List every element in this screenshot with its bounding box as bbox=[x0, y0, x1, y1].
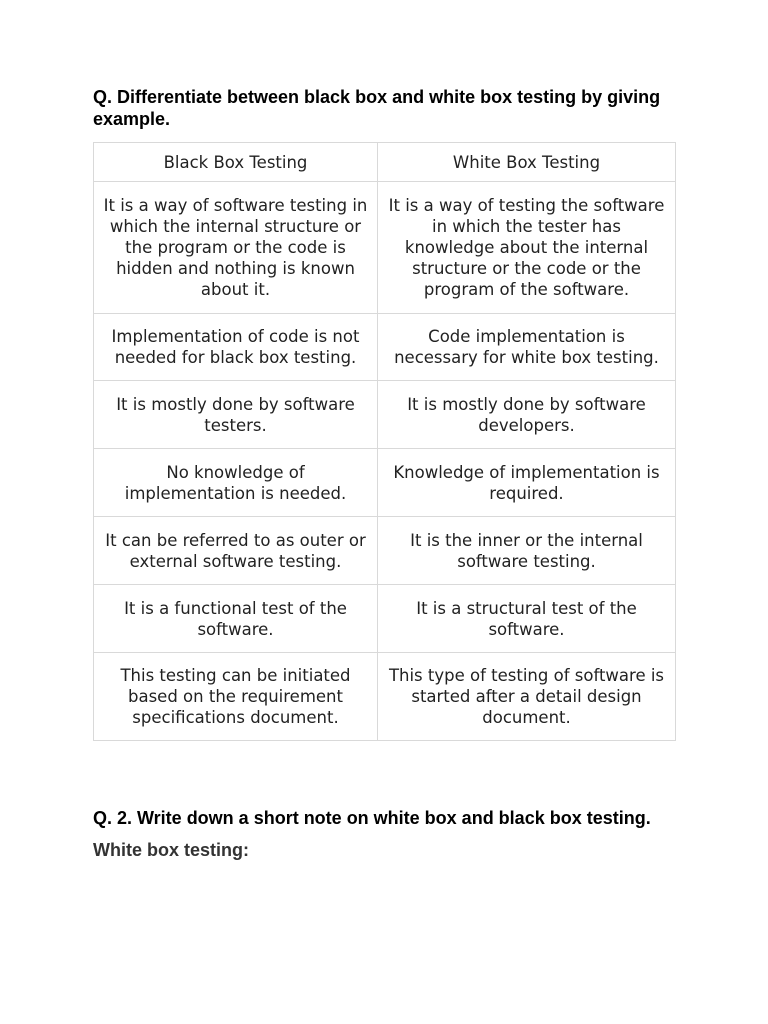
question-1-title: Q. Differentiate between black box and white box testing by giving example. bbox=[93, 87, 661, 129]
white-box-cell: It is a structural test of the software. bbox=[378, 585, 676, 653]
table-header-row bbox=[94, 143, 676, 182]
table-row bbox=[94, 381, 676, 449]
white-box-cell: It is mostly done by software developers. bbox=[378, 381, 676, 449]
comparison-table bbox=[93, 142, 676, 741]
black-box-cell: It is a functional test of the software. bbox=[94, 585, 378, 653]
header-white-box: White Box Testing bbox=[378, 143, 676, 182]
table-row bbox=[94, 653, 676, 741]
white-box-cell: Knowledge of implementation is required. bbox=[378, 449, 676, 517]
table-row bbox=[94, 585, 676, 653]
black-box-cell: Implementation of code is not needed for black box testing. bbox=[94, 314, 378, 381]
section-spacer bbox=[93, 741, 675, 807]
document-page bbox=[93, 86, 675, 861]
table-row bbox=[94, 449, 676, 517]
question-2-title: Q. 2. Write down a short note on white box and black box testing. bbox=[93, 808, 651, 828]
black-box-cell: It is mostly done by software testers. bbox=[94, 381, 378, 449]
white-box-cell: Code implementation is necessary for white box testing. bbox=[378, 314, 676, 381]
header-black-box: Black Box Testing bbox=[94, 143, 378, 182]
black-box-cell: It is a way of software testing in which the internal structure or the program or the code is hidden and nothing is known about it. bbox=[94, 182, 378, 314]
white-box-cell: It is a way of testing the software in which the tester has knowledge about the internal structure or the code or the program of the software. bbox=[378, 182, 676, 314]
white-box-subheading: White box testing: bbox=[93, 840, 249, 860]
black-box-cell: This testing can be initiated based on the requirement specifications document. bbox=[94, 653, 378, 741]
white-box-cell: It is the inner or the internal software testing. bbox=[378, 517, 676, 585]
black-box-cell: No knowledge of implementation is needed. bbox=[94, 449, 378, 517]
table-row bbox=[94, 182, 676, 314]
white-box-cell: This type of testing of software is started after a detail design document. bbox=[378, 653, 676, 741]
black-box-cell: It can be referred to as outer or external software testing. bbox=[94, 517, 378, 585]
table-row bbox=[94, 314, 676, 381]
table-row bbox=[94, 517, 676, 585]
